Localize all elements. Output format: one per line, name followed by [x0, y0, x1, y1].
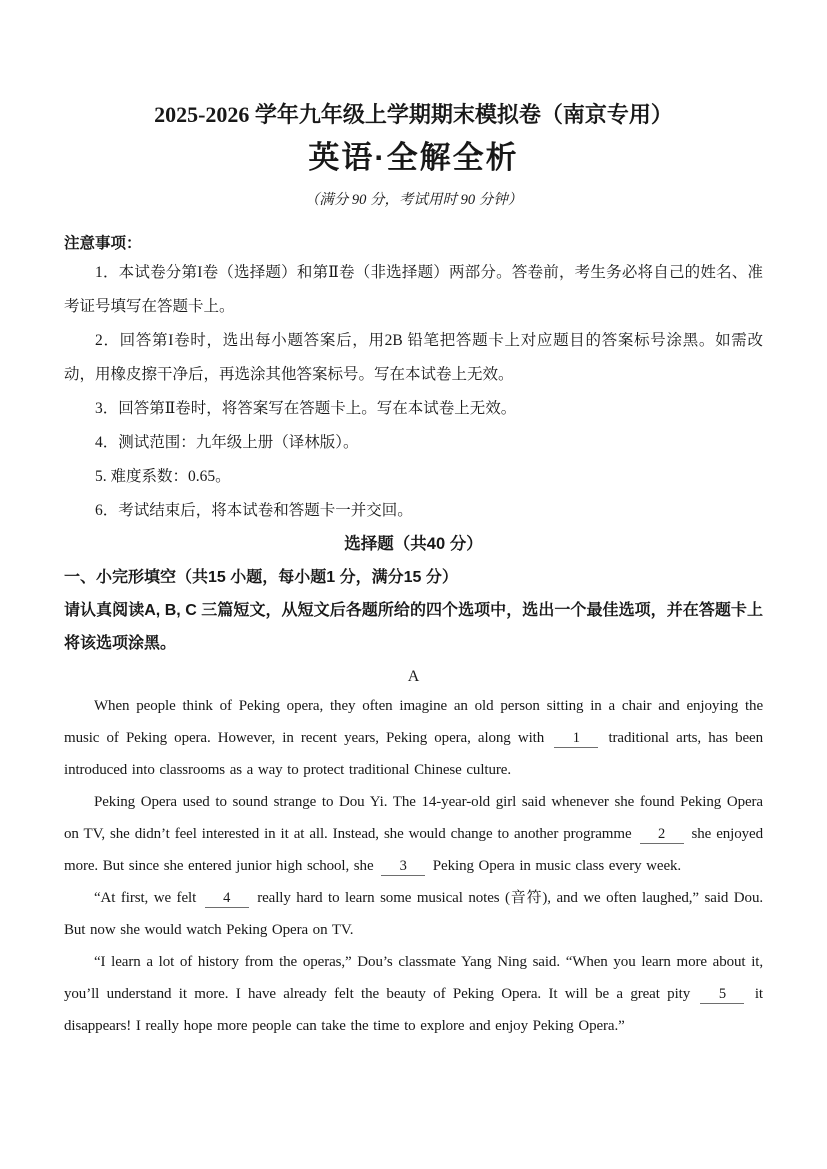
- part-one-heading: 一、小完形填空（共15 小题，每小题1 分，满分15 分）: [64, 569, 458, 586]
- notice-label: 注意事项：: [64, 235, 142, 252]
- exam-title: 2025-2026 学年九年级上学期期末模拟卷（南京专用）: [154, 102, 673, 127]
- cloze-blank-5: 5: [700, 986, 744, 1004]
- cloze-blank-4: 4: [205, 890, 249, 908]
- notice-item-1: 1．本试卷分第I卷（选择题）和第Ⅱ卷（非选择题）两部分。答卷前，考生务必将自己的姓名、准考证号填写在答题卡上。: [64, 264, 763, 315]
- cloze-blank-2: 2: [640, 826, 684, 844]
- notice-item-2: 2．回答第I卷时，选出每小题答案后，用2B 铅笔把答题卡上对应题目的答案标号涂黑。如需改动，用橡皮擦干净后，再选涂其他答案标号。写在本试卷上无效。: [64, 332, 763, 383]
- notice-item-4: 4．测试范围：九年级上册（译林版）。: [95, 434, 359, 451]
- choice-section-title: 选择题（共40 分）: [344, 535, 483, 553]
- subject-title: 英语·全解全析: [308, 140, 519, 175]
- passage-paragraph-2: Peking Opera used to sound strange to Dou Yi. The 14-year-old girl said whenever she found Peking Opera on TV, she didn’t feel interested in it at all. Instead, she would change to another programme 2 she enjoyed more. But since she entered junior high school, she 3 Peking Opera in music class every week.: [64, 794, 763, 874]
- passage-paragraph-4: “I learn a lot of history from the operas,” Dou’s classmate Yang Ning said. “When you learn more about it, you’ll understand it more. I have already felt the beauty of Peking Opera. It will be a great pity 5 it disappears! I really hope more people can take the time to explore and enjoy Peking Opera.”: [64, 954, 763, 1034]
- exam-info: （满分 90 分，考试用时 90 分钟）: [304, 192, 523, 208]
- passage-a-label: A: [407, 668, 420, 685]
- cloze-blank-3: 3: [381, 858, 425, 876]
- notice-item-5: 5. 难度系数：0.65。: [95, 468, 231, 485]
- notice-item-3: 3．回答第Ⅱ卷时，将答案写在答题卡上。写在本试卷上无效。: [95, 400, 517, 417]
- passage-paragraph-1: When people think of Peking opera, they often imagine an old person sitting in a chair and enjoying the music of Peking opera. However, in recent years, Peking opera, along with 1 traditional arts, has been introduced into classrooms as a way to protect traditional Chinese culture.: [64, 698, 763, 778]
- passage-paragraph-3: “At first, we felt 4 really hard to learn some musical notes (音符), and we often laughed,” said Dou. But now she would watch Peking Opera on TV.: [64, 890, 763, 938]
- notice-item-6: 6．考试结束后，将本试卷和答题卡一并交回。: [95, 502, 413, 519]
- cloze-blank-1: 1: [554, 730, 598, 748]
- part-one-instructions: 请认真阅读A, B, C 三篇短文，从短文后各题所给的四个选项中，选出一个最佳选项，并在答题卡上将该选项涂黑。: [64, 602, 763, 652]
